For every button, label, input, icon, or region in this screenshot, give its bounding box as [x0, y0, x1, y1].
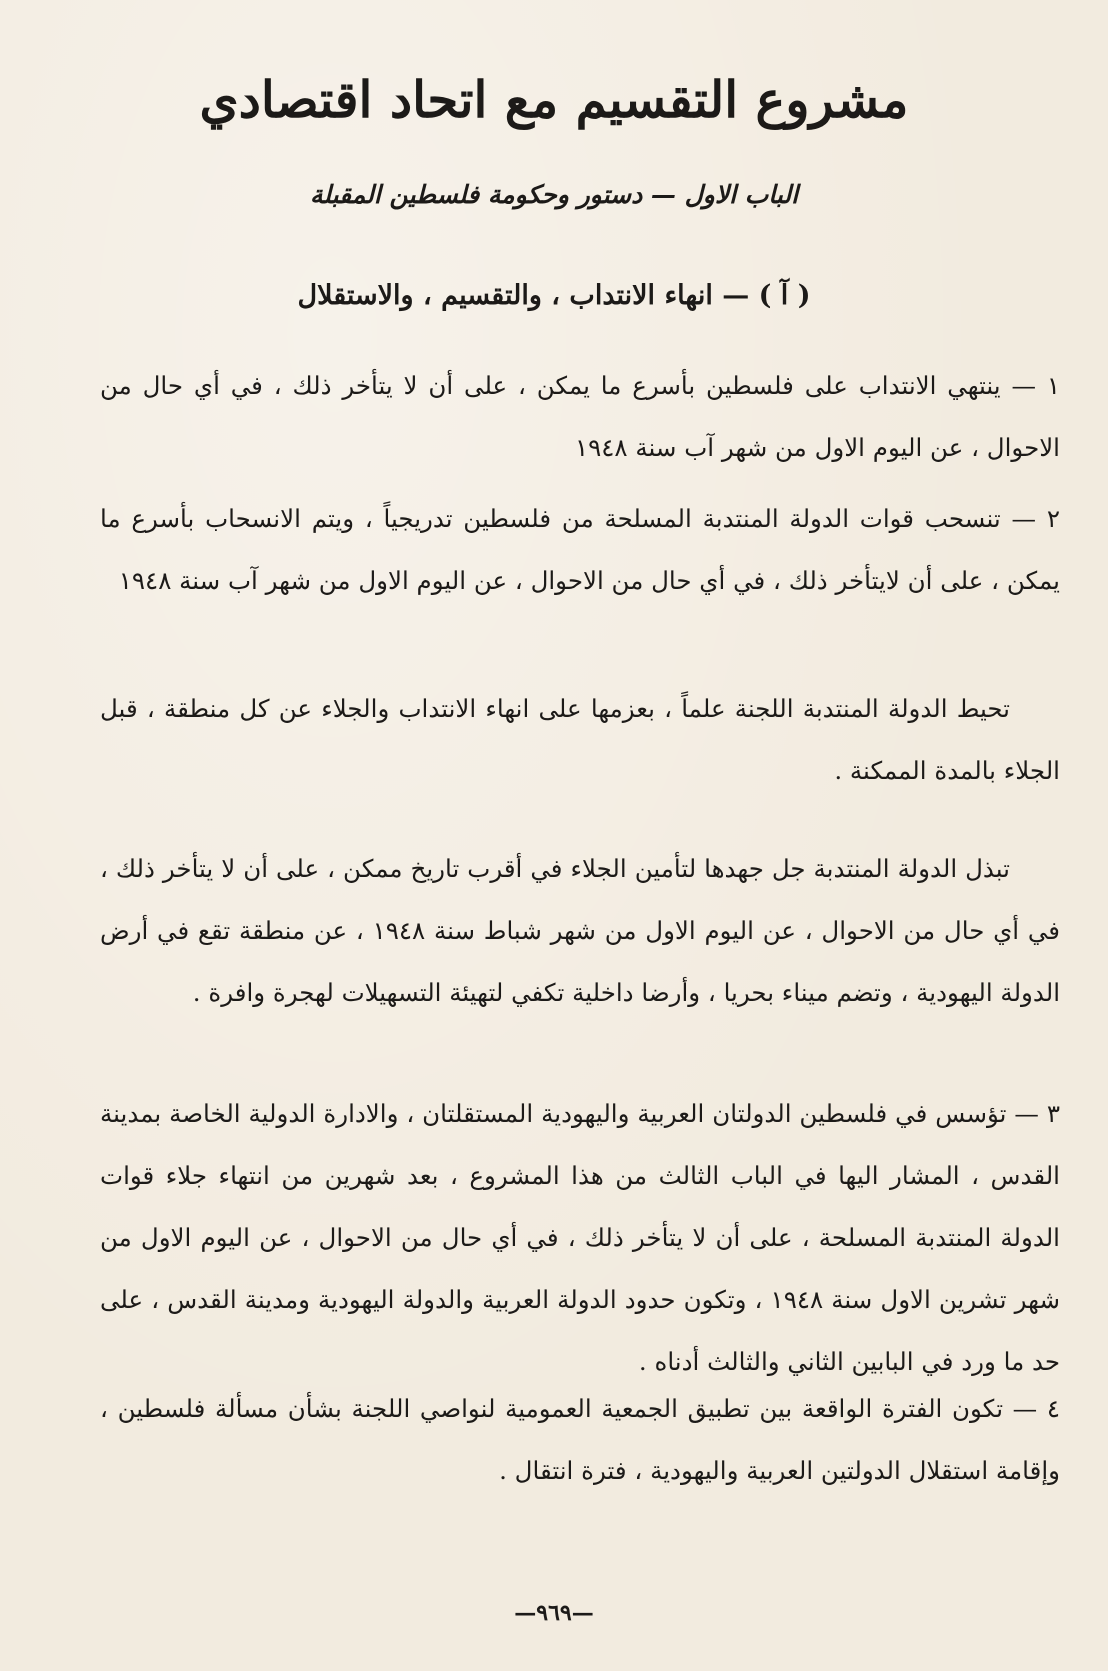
- paragraph-6: ٤ — تكون الفترة الواقعة بين تطبيق الجمعية العمومية لنواصي اللجنة بشأن مسألة فلسطين ، وإقامة استقلال الدولتين العربية واليهودية ، فترة انتقال .: [100, 1394, 1060, 1485]
- paragraph-2: ٢ — تنسحب قوات الدولة المنتدبة المسلحة من فلسطين تدريجياً ، ويتم الانسحاب بأسرع ما يمكن ، على أن لايتأخر ذلك ، في أي حال من الاحوال ، عن اليوم الاول من شهر آب سنة ١٩٤٨: [100, 504, 1060, 595]
- paragraph-4: تبذل الدولة المنتدبة جل جهدها لتأمين الجلاء في أقرب تاريخ ممكن ، على أن لا يتأخر ذلك ، في أي حال من الاحوال ، عن اليوم الاول من شهر شباط سنة ١٩٤٨ ، عن منطقة تقع في أرض الدولة اليهودية ، وتضم ميناء بحريا ، وأرضا داخلية تكفي لتهيئة التسهيلات لهجرة وافرة .: [100, 854, 1060, 1007]
- paragraph-1: ١ — ينتهي الانتداب على فلسطين بأسرع ما يمكن ، على أن لا يتأخر ذلك ، في أي حال من الاحوال ، عن اليوم الاول من شهر آب سنة ١٩٤٨: [100, 371, 1060, 462]
- section-heading: ( آ ) — انهاء الانتداب ، والتقسيم ، والاستقلال: [297, 280, 811, 311]
- paragraph-3: تحيط الدولة المنتدبة اللجنة علماً ، بعزمها على انهاء الانتداب والجلاء عن كل منطقة ، قبل الجلاء بالمدة الممكنة .: [100, 694, 1060, 785]
- page-number: —٩٦٩—: [514, 1600, 594, 1626]
- part-heading: الباب الاول — دستور وحكومة فلسطين المقبلة: [309, 180, 799, 209]
- paragraph-5: ٣ — تؤسس في فلسطين الدولتان العربية واليهودية المستقلتان ، والادارة الدولية الخاصة بمدينة القدس ، المشار اليها في الباب الثالث من هذا المشروع ، بعد شهرين من انتهاء جلاء قوات الدولة المنتدبة المسلحة ، على أن لا يتأخر ذلك ، في أي حال من الاحوال ، عن اليوم الاول من شهر تشرين الاول سنة ١٩٤٨ ، وتكون حدود الدولة العربية والدولة اليهودية ومدينة القدس ، على حد ما ورد في البابين الثاني والثالث أدناه .: [100, 1099, 1061, 1376]
- document-title: مشروع التقسيم مع اتحاد اقتصادي: [199, 70, 909, 129]
